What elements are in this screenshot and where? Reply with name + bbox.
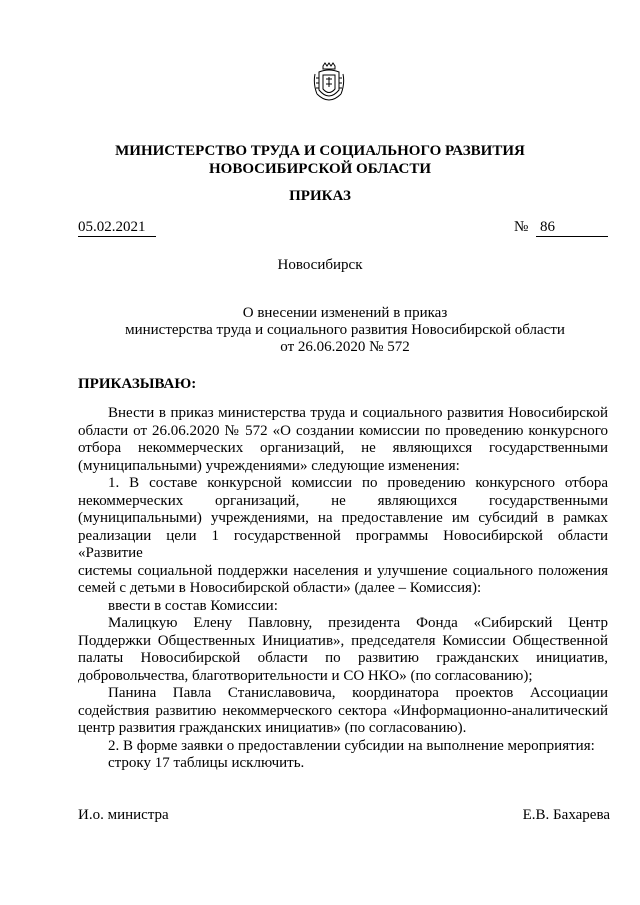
subject-line-3: от 26.06.2020 № 572 bbox=[280, 339, 410, 355]
body-line: Панина Павла Станиславовича, координатора проектов Ассоциации bbox=[108, 685, 608, 701]
body-line: добровольчества, благотворительности и СО НКО» (по согласованию); bbox=[78, 667, 533, 684]
body-line: 2. В форме заявки о предоставлении субсидии на выполнение мероприятия: bbox=[108, 737, 595, 754]
subject-line-1: О внесении изменений в приказ bbox=[242, 305, 448, 321]
body-line: ввести в состав Комиссии: bbox=[108, 597, 278, 614]
body-line: содействия развитию некоммерческого сектора «Информационно-аналитический bbox=[78, 702, 608, 719]
document-type: ПРИКАЗ bbox=[289, 188, 351, 204]
document-number: 86 bbox=[536, 218, 608, 237]
document-body bbox=[78, 405, 608, 773]
body-line: реализации цели 1 государственной программы Новосибирской области «Развитие bbox=[78, 527, 608, 561]
body-line: семей с детьми в Новосибирской области» (далее – Комиссия): bbox=[78, 580, 482, 596]
document-date: 05.02.2021 bbox=[78, 218, 156, 237]
body-line: Малицкую Елену Павловну, президента Фонда «Сибирский Центр bbox=[108, 615, 608, 631]
subject-line-2: министерства труда и социального развития Новосибирской области bbox=[125, 322, 565, 338]
ministry-name bbox=[0, 142, 640, 178]
ministry-name-line-2: НОВОСИБИРСКОЙ ОБЛАСТИ bbox=[208, 161, 432, 177]
signer-name: Е.В. Бахарева bbox=[522, 807, 610, 823]
body-line: (муниципальными) учреждениями» следующие изменения: bbox=[78, 457, 460, 474]
number-sign: № bbox=[514, 219, 529, 235]
coat-of-arms-icon bbox=[313, 62, 345, 106]
body-line: системы социальной поддержки населения и улучшение социального положения bbox=[78, 562, 608, 579]
order-heading: ПРИКАЗЫВАЮ: bbox=[78, 376, 197, 392]
body-line: строку 17 таблицы исключить. bbox=[108, 755, 305, 771]
body-line: отбора некоммерческих организаций, не являющихся государственными bbox=[78, 440, 608, 456]
body-line: некоммерческих организаций, не являющихся государственными bbox=[78, 492, 608, 509]
body-line: палаты Новосибирской области по развитию гражданских инициатив, bbox=[78, 650, 608, 666]
body-line: 1. В составе конкурсной комиссии по проведению конкурсного отбора bbox=[108, 475, 608, 491]
body-line: Внести в приказ министерства труда и социального развития Новосибирской bbox=[108, 405, 608, 421]
body-line: Поддержки Общественных Инициатив», председателя Комиссии Общественной bbox=[78, 632, 608, 649]
body-line: центр развития гражданских инициатив» (по согласованию). bbox=[78, 720, 467, 736]
document-city: Новосибирск bbox=[277, 257, 363, 273]
body-line: (муниципальными) учреждениями, на предоставление им субсидий в рамках bbox=[78, 510, 608, 526]
ministry-name-line-1: МИНИСТЕРСТВО ТРУДА И СОЦИАЛЬНОГО РАЗВИТИЯ bbox=[115, 143, 525, 159]
body-line: области от 26.06.2020 № 572 «О создании комиссии по проведению конкурсного bbox=[78, 422, 608, 439]
signer-title: И.о. министра bbox=[78, 807, 169, 823]
document-subject bbox=[80, 305, 610, 356]
